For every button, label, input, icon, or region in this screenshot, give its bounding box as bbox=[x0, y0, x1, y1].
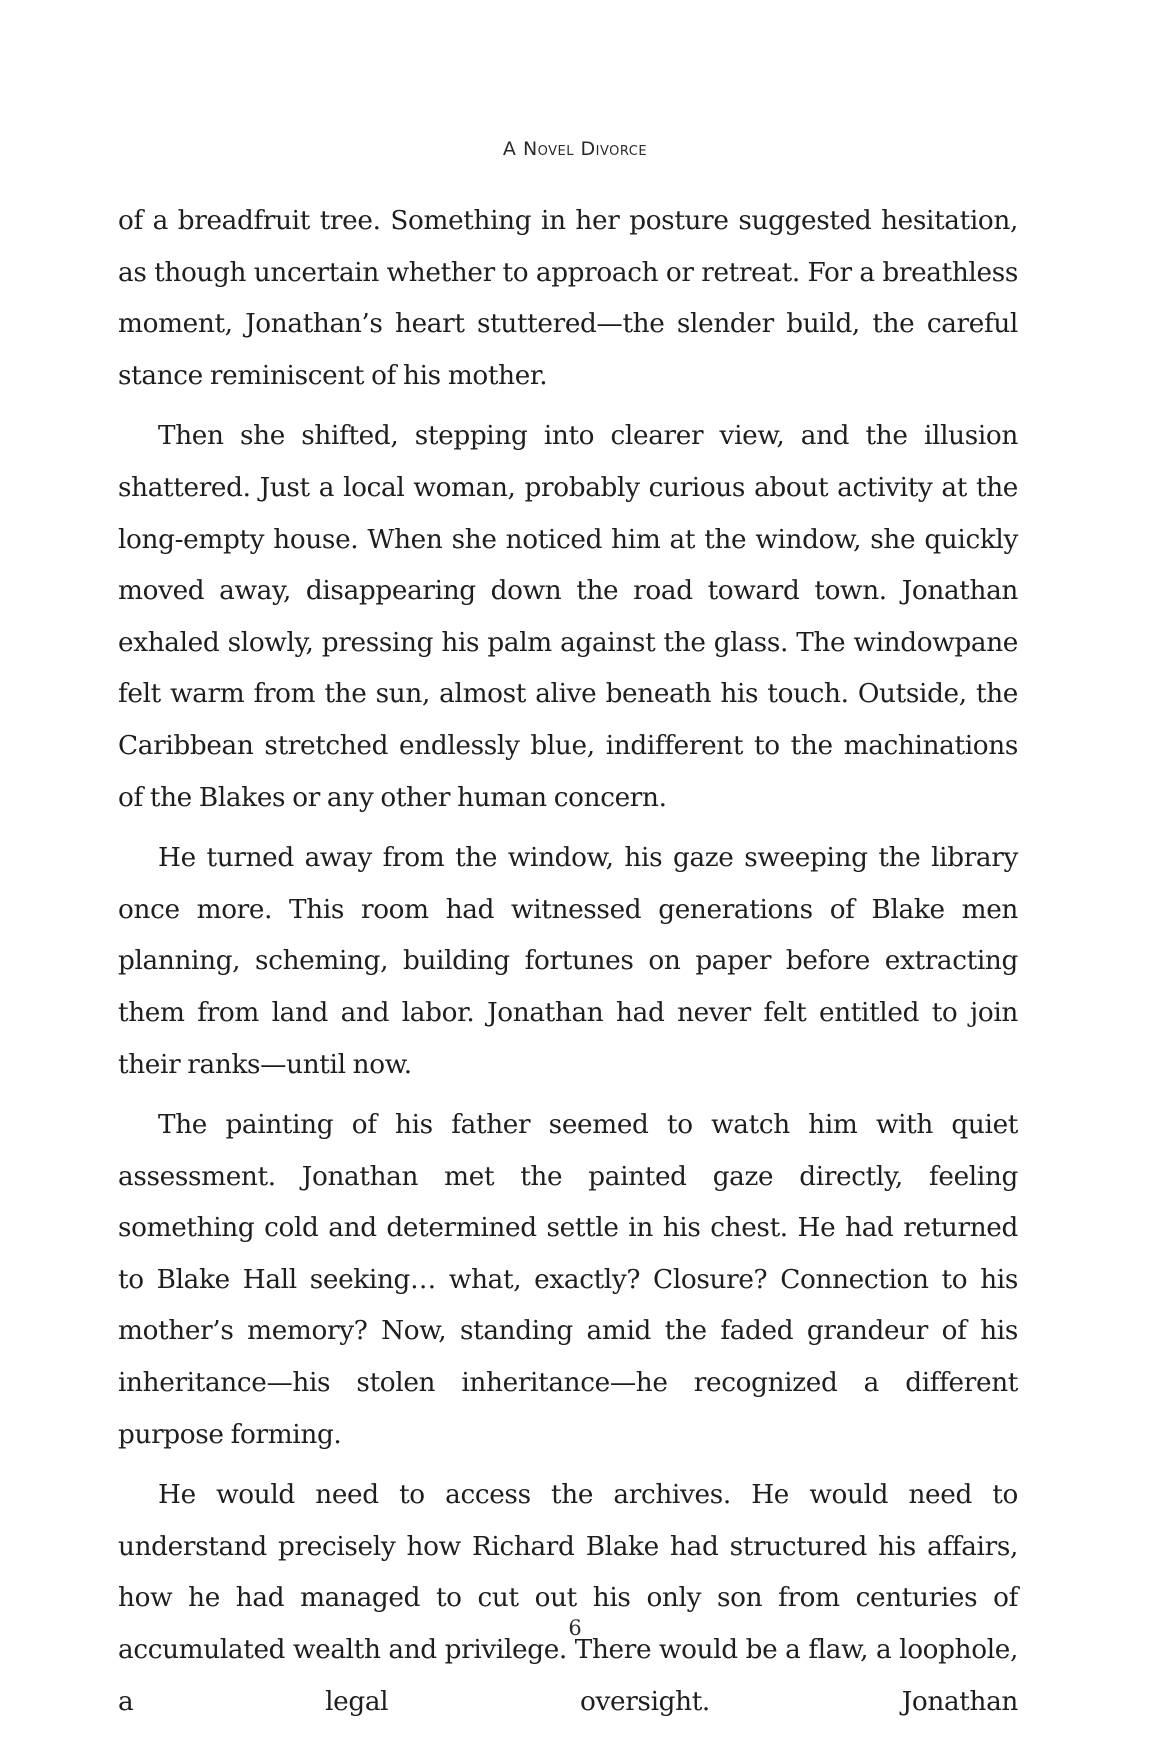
paragraph-5: He would need to access the archives. He would need to understand precisely how Richard Blake had structured his affairs, how he had managed to cut out his only son from centuries of accumulated wealth and privilege. There would be a flaw, a loophole, a legal oversight. Jonathan bbox=[118, 1480, 1018, 1717]
paragraph-4: The painting of his father seemed to watch him with quiet assessment. Jonathan met the painted gaze directly, feeling something cold and determined settle in his chest. He had returned to Blake Hall seeking… what, exactly? Closure? Connection to his mother’s memory? Now, standing amid the faded grandeur of his inheritance—his stolen inheritance—he recognized a different purpose forming. bbox=[118, 1110, 1018, 1450]
body-text bbox=[118, 196, 1018, 1737]
paragraph-3: He turned away from the window, his gaze sweeping the library once more. This room had witnessed generations of Blake men planning, scheming, building fortunes on paper before extracting them from land and labor. Jonathan had never felt entitled to join their ranks—until now. bbox=[118, 843, 1018, 1080]
paragraph-2: Then she shifted, stepping into clearer view, and the illusion shattered. Just a local woman, probably curious about activity at the long-empty house. When she noticed him at the window, she quickly moved away, disappearing down the road toward town. Jonathan exhaled slowly, pressing his palm against the glass. The windowpane felt warm from the sun, almost alive beneath his touch. Outside, the Caribbean stretched endlessly blue, indifferent to the machinations of the Blakes or any other human concern. bbox=[118, 421, 1018, 813]
paragraph-1: of a breadfruit tree. Something in her posture suggested hesitation, as though uncertain whether to approach or retreat. For a breathless moment, Jonathan’s heart stuttered—the slender build, the careful stance reminiscent of his mother. bbox=[118, 206, 1018, 391]
page-number: 6 bbox=[568, 1616, 582, 1640]
running-head: A Novel Divorce bbox=[502, 138, 648, 160]
